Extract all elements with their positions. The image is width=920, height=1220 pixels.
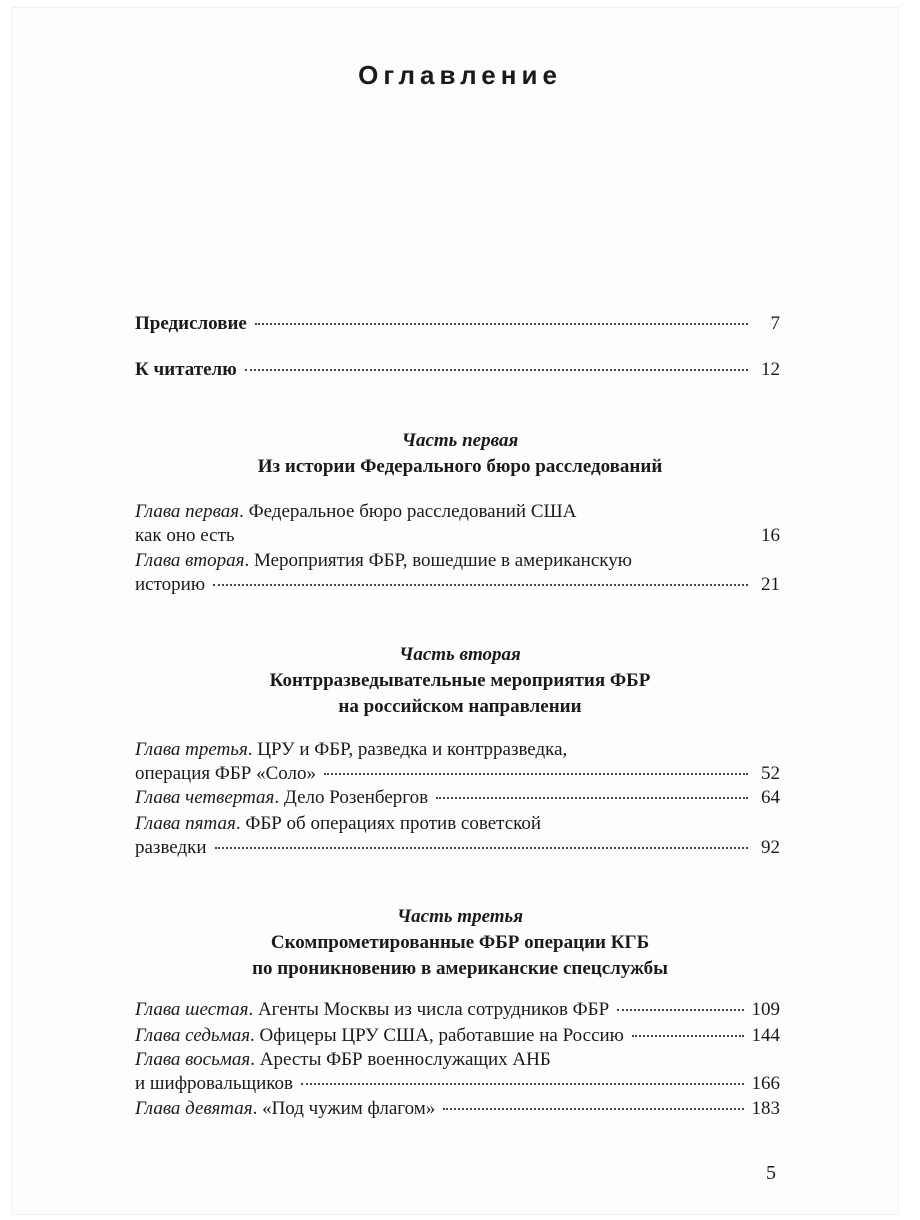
leader-dots (632, 1034, 744, 1037)
leader-dots (617, 1008, 743, 1011)
toc-title: Оглавление (358, 60, 562, 90)
chapter-label: Глава шестая (135, 999, 249, 1020)
page-number: 144 (751, 1025, 780, 1046)
chapter-label: Глава седьмая (135, 1025, 251, 1046)
leader-dots (443, 1107, 743, 1110)
chapter-title: . Мероприятия ФБР, вошедшие в американскую (244, 550, 632, 571)
part-title: Скомпрометированные ФБР операции КГБ (270, 932, 650, 953)
toc-entry-chapter-1[interactable] (135, 500, 780, 548)
part-three-heading (0, 904, 920, 982)
chapter-title: . Дело Розенбергов (274, 787, 429, 808)
chapter-title-cont: операция ФБР «Соло» (135, 763, 317, 784)
chapter-title: . ФБР об операциях против советской (235, 813, 542, 834)
leader-dots (324, 772, 748, 775)
entry-title: К читателю (135, 359, 237, 380)
toc-entry-chapter-6[interactable] (135, 998, 780, 1022)
chapter-label: Глава четвертая (135, 787, 275, 808)
chapter-title: . Агенты Москвы из числа сотрудников ФБР (248, 999, 610, 1020)
page-number: 64 (761, 787, 780, 808)
chapter-title: . Федеральное бюро расследований США (239, 501, 577, 522)
part-label: Часть третья (396, 906, 524, 927)
page-number: 92 (761, 837, 780, 858)
leader-dots (213, 583, 748, 586)
page-number: 21 (761, 574, 780, 595)
page-number: 52 (761, 763, 780, 784)
chapter-label: Глава пятая (135, 813, 236, 834)
chapter-label: Глава третья (135, 739, 248, 760)
leader-dots (436, 796, 748, 799)
chapter-title: . Офицеры ЦРУ США, работавшие на Россию (250, 1025, 624, 1046)
toc-entry-chapter-4[interactable] (135, 786, 780, 810)
leader-dots (301, 1082, 743, 1085)
page-number: 12 (761, 359, 780, 380)
part-two-heading (0, 642, 920, 720)
part-title: на российском направлении (338, 696, 582, 717)
toc-entry-chapter-9[interactable] (135, 1097, 780, 1121)
part-label: Часть первая (401, 430, 519, 451)
chapter-title-cont: разведки (135, 837, 207, 858)
leader-dots (215, 846, 748, 849)
page-folio-number: 5 (766, 1162, 776, 1184)
toc-entry-to-reader[interactable] (135, 358, 780, 382)
page-number: 7 (770, 313, 780, 334)
leader-dots (255, 322, 748, 325)
page-number: 183 (751, 1098, 780, 1119)
entry-title: Предисловие (135, 313, 247, 334)
part-label: Часть вторая (399, 644, 521, 665)
chapter-title: . Аресты ФБР военнослужащих АНБ (250, 1049, 551, 1070)
toc-entry-chapter-8[interactable] (135, 1048, 780, 1096)
chapter-title: . ЦРУ и ФБР, разведка и контрразведка, (247, 739, 568, 760)
leader-dots (245, 368, 748, 371)
page-number: 16 (761, 525, 780, 546)
chapter-label: Глава восьмая (135, 1049, 251, 1070)
toc-entry-chapter-2[interactable] (135, 549, 780, 597)
chapter-title-cont: и шифровальщиков (135, 1073, 294, 1094)
page-number: 109 (751, 999, 780, 1020)
toc-entry-chapter-7[interactable] (135, 1024, 780, 1048)
chapter-label: Глава вторая (135, 550, 245, 571)
leader-space (243, 534, 748, 537)
part-title: по проникновению в американские спецслужбы (252, 958, 668, 979)
toc-entry-chapter-5[interactable] (135, 812, 780, 860)
page-number: 166 (751, 1073, 780, 1094)
part-title: Из истории Федерального бюро расследований (257, 456, 663, 477)
toc-entry-chapter-3[interactable] (135, 738, 780, 786)
chapter-label: Глава первая (135, 501, 240, 522)
toc-entry-preface[interactable] (135, 312, 780, 336)
part-title: Контрразведывательные мероприятия ФБР (269, 670, 651, 691)
chapter-title-cont: историю (135, 574, 206, 595)
chapter-title-cont: как оно есть (135, 525, 235, 546)
chapter-title: . «Под чужим флагом» (252, 1098, 436, 1119)
chapter-label: Глава девятая (135, 1098, 253, 1119)
part-one-heading (0, 428, 920, 480)
